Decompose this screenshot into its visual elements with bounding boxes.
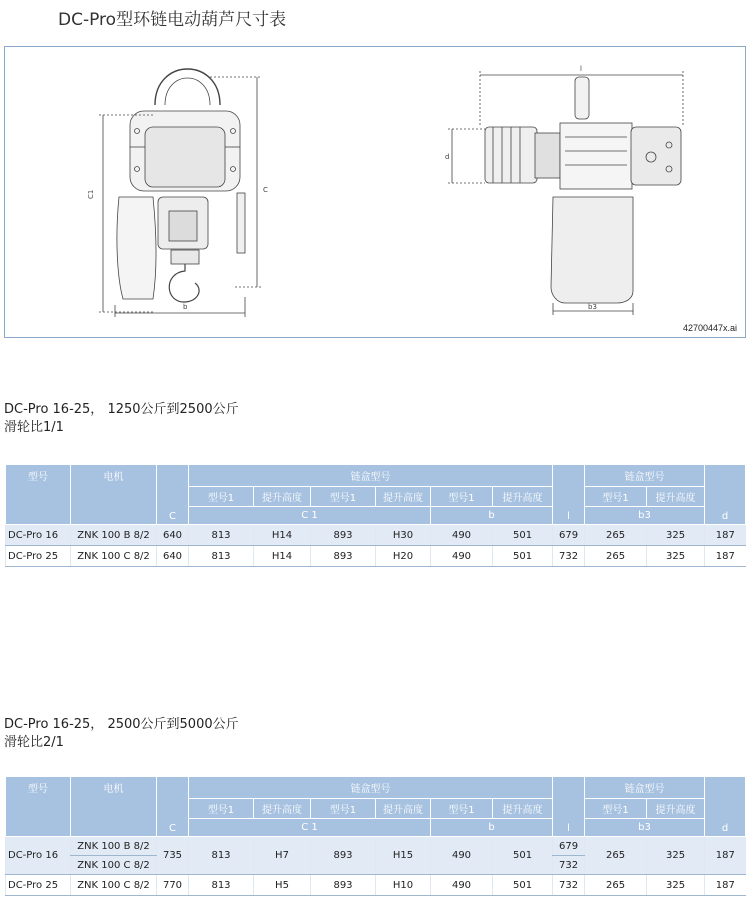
cell-c: 640 bbox=[157, 546, 189, 567]
header-c1: C 1 bbox=[189, 507, 431, 525]
cell-d: 187 bbox=[705, 525, 746, 546]
header-type1: 型号1 bbox=[431, 487, 493, 507]
dim-label-l: l bbox=[580, 65, 582, 73]
header-type1: 型号1 bbox=[189, 799, 254, 819]
header-c1: C 1 bbox=[189, 819, 431, 837]
header-l: l bbox=[553, 777, 585, 837]
section2-heading-line1: DC-Pro 16-25， 2500公斤到5000公斤 bbox=[4, 717, 239, 732]
header-c: C bbox=[157, 777, 189, 837]
cell-type1: 490 bbox=[431, 546, 493, 567]
cell-model: DC-Pro 25 bbox=[6, 875, 71, 896]
header-d: d bbox=[705, 465, 746, 525]
dim-label-b3: b3 bbox=[588, 303, 597, 311]
cell-lift-height: H10 bbox=[376, 875, 431, 896]
header-lift-height: 提升高度 bbox=[647, 799, 705, 819]
cell-type1: 813 bbox=[189, 525, 254, 546]
suspension-eye bbox=[155, 69, 220, 105]
cell-c: 735 bbox=[157, 837, 189, 875]
cell-lift-height: H14 bbox=[254, 525, 311, 546]
cell-model: DC-Pro 16 bbox=[6, 525, 71, 546]
cell-type1: 893 bbox=[311, 546, 376, 567]
chain-box-side bbox=[551, 197, 633, 303]
header-chain-box: 链盒型号 bbox=[189, 777, 553, 799]
cell-motor: ZNK 100 C 8/2 bbox=[71, 546, 157, 567]
cell-b3: 325 bbox=[647, 837, 705, 875]
section1-heading-line1: DC-Pro 16-25， 1250公斤到2500公斤 bbox=[4, 402, 239, 417]
header-b3: b3 bbox=[585, 507, 705, 525]
cell-b3: 265 bbox=[585, 837, 647, 875]
cell-lift-height: H7 bbox=[254, 837, 311, 875]
header-type1: 型号1 bbox=[311, 799, 376, 819]
header-chain-box-2: 链盒型号 bbox=[585, 777, 705, 799]
cell-d: 187 bbox=[705, 546, 746, 567]
header-lift-height: 提升高度 bbox=[376, 799, 431, 819]
cell-l: 679 bbox=[553, 525, 585, 546]
chain-box-front bbox=[117, 197, 156, 299]
header-d: d bbox=[705, 777, 746, 837]
dim-label-c1: C1 bbox=[87, 189, 95, 199]
figure-id: 42700447x.ai bbox=[682, 323, 737, 333]
section1-heading-line2: 滑轮比1/1 bbox=[4, 420, 64, 435]
header-model: 型号 bbox=[6, 777, 71, 837]
hook bbox=[169, 264, 199, 302]
cell-type1: 893 bbox=[311, 837, 376, 875]
cell-l: 732 bbox=[553, 546, 585, 567]
cell-b3: 265 bbox=[585, 525, 647, 546]
cell-lift-height: H14 bbox=[254, 546, 311, 567]
header-type1: 型号1 bbox=[585, 799, 647, 819]
cell-lift-height: H15 bbox=[376, 837, 431, 875]
dimension-drawing bbox=[4, 46, 746, 338]
cell-type1: 813 bbox=[189, 837, 254, 875]
cell-lift-height: H20 bbox=[376, 546, 431, 567]
side-gearbox bbox=[560, 123, 632, 189]
header-motor: 电机 bbox=[71, 465, 157, 525]
table-row bbox=[6, 525, 746, 546]
cell-c: 640 bbox=[157, 525, 189, 546]
header-lift-height: 提升高度 bbox=[254, 487, 311, 507]
cell-lift-height: 501 bbox=[493, 837, 553, 875]
cell-motor: ZNK 100 C 8/2 bbox=[71, 875, 157, 896]
header-motor: 电机 bbox=[71, 777, 157, 837]
cell-type1: 893 bbox=[311, 875, 376, 896]
dim-label-b: b bbox=[183, 303, 188, 311]
cell-lift-height: 501 bbox=[493, 875, 553, 896]
section2-heading-line2: 滑轮比2/1 bbox=[4, 735, 64, 750]
header-lift-height: 提升高度 bbox=[254, 799, 311, 819]
cell-b3: 265 bbox=[585, 546, 647, 567]
header-l: l bbox=[553, 465, 585, 525]
cell-type1: 490 bbox=[431, 525, 493, 546]
cell-d: 187 bbox=[705, 837, 746, 875]
header-type1: 型号1 bbox=[311, 487, 376, 507]
header-b3: b3 bbox=[585, 819, 705, 837]
cell-lift-height: 501 bbox=[493, 525, 553, 546]
cell-type1: 813 bbox=[189, 875, 254, 896]
cell-lift-height: H30 bbox=[376, 525, 431, 546]
header-lift-height: 提升高度 bbox=[493, 487, 553, 507]
cell-l: 732 bbox=[553, 875, 585, 896]
cell-motor: ZNK 100 B 8/2 bbox=[71, 525, 157, 546]
cell-lift-height: H5 bbox=[254, 875, 311, 896]
cell-model: DC-Pro 16 bbox=[6, 837, 71, 875]
header-lift-height: 提升高度 bbox=[376, 487, 431, 507]
header-chain-box-2: 链盒型号 bbox=[585, 465, 705, 487]
header-lift-height: 提升高度 bbox=[493, 799, 553, 819]
cell-motor: ZNK 100 B 8/2 bbox=[71, 837, 157, 856]
header-type1: 型号1 bbox=[431, 799, 493, 819]
cell-lift-height: 501 bbox=[493, 546, 553, 567]
header-chain-box: 链盒型号 bbox=[189, 465, 553, 487]
section2-heading bbox=[4, 716, 239, 752]
cell-c: 770 bbox=[157, 875, 189, 896]
dim-label-c: C bbox=[263, 186, 268, 194]
cell-d: 187 bbox=[705, 875, 746, 896]
header-lift-height: 提升高度 bbox=[647, 487, 705, 507]
cell-type1: 490 bbox=[431, 837, 493, 875]
cell-motor: ZNK 100 C 8/2 bbox=[71, 856, 157, 875]
dim-label-d: d bbox=[445, 153, 450, 161]
cell-model: DC-Pro 25 bbox=[6, 546, 71, 567]
cell-type1: 813 bbox=[189, 546, 254, 567]
cell-b3: 325 bbox=[647, 546, 705, 567]
cell-b3: 325 bbox=[647, 525, 705, 546]
header-b: b bbox=[431, 507, 553, 525]
header-b: b bbox=[431, 819, 553, 837]
cell-type1: 893 bbox=[311, 525, 376, 546]
dimension-table-2 bbox=[5, 776, 746, 896]
cell-type1: 490 bbox=[431, 875, 493, 896]
header-c: C bbox=[157, 465, 189, 525]
header-model: 型号 bbox=[6, 465, 71, 525]
cell-l: 679 bbox=[553, 837, 585, 856]
cell-b3: 325 bbox=[647, 875, 705, 896]
hoist-drawing-svg bbox=[5, 47, 745, 337]
cell-b3: 265 bbox=[585, 875, 647, 896]
cell-l: 732 bbox=[553, 856, 585, 875]
header-type1: 型号1 bbox=[585, 487, 647, 507]
header-type1: 型号1 bbox=[189, 487, 254, 507]
page-title: DC-Pro型环链电动葫芦尺寸表 bbox=[58, 10, 287, 30]
table-row bbox=[6, 546, 746, 567]
table-row bbox=[6, 837, 746, 856]
section1-heading bbox=[4, 401, 239, 437]
side-eye bbox=[575, 77, 589, 119]
table-row bbox=[6, 875, 746, 896]
dimension-table-1 bbox=[5, 464, 746, 567]
